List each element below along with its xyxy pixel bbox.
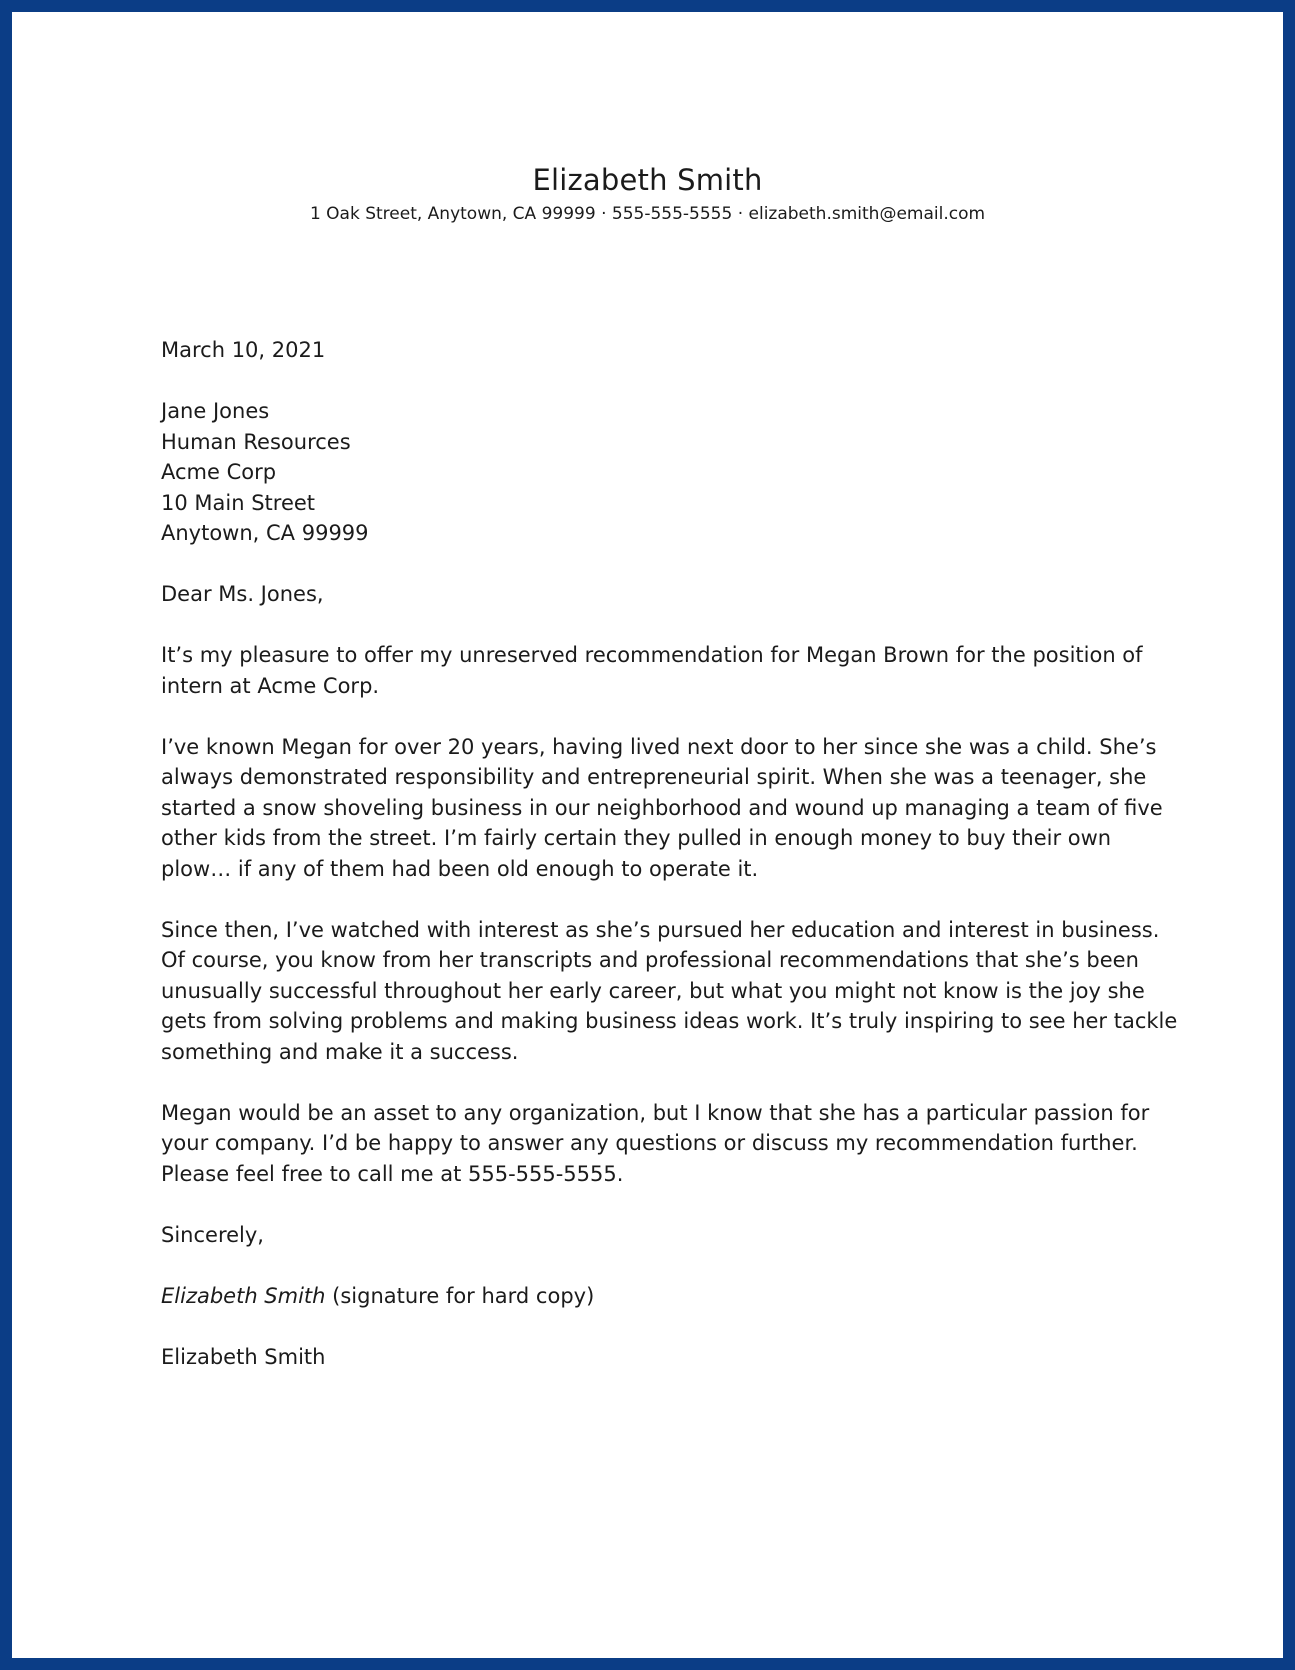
paragraph-line: your company. I’d be happy to answer any questions or discuss my recommendation further. bbox=[161, 1131, 1138, 1155]
paragraph-line: Megan would be an asset to any organization, but I know that she has a particular passion for bbox=[161, 1100, 1150, 1125]
paragraph-line: always demonstrated responsibility and entrepreneurial spirit. When she was a teenager, she bbox=[161, 765, 1147, 789]
letter-body bbox=[161, 335, 1178, 1403]
paragraph-1 bbox=[161, 640, 1161, 701]
paragraph-line: It’s my pleasure to offer my unreserved recommendation for Megan Brown for the position of bbox=[161, 643, 1143, 667]
paragraph-line: gets from solving problems and making business ideas work. It’s truly inspiring to see her tackle bbox=[161, 1009, 1178, 1033]
typed-name: Elizabeth Smith bbox=[161, 1344, 326, 1369]
paragraph-line: other kids from the street. I’m fairly certain they pulled in enough money to buy their own bbox=[161, 826, 1112, 850]
letterhead bbox=[12, 162, 1283, 226]
paragraph-line: something and make it a success. bbox=[161, 1039, 519, 1064]
paragraph-2 bbox=[161, 732, 1161, 885]
recipient-name: Jane Jones bbox=[161, 399, 270, 423]
sender-name: Elizabeth Smith bbox=[532, 163, 763, 197]
sender-contact-line: 1 Oak Street, Anytown, CA 99999 · 555-555-5555 · elizabeth.smith@email.com bbox=[309, 204, 986, 224]
paragraph-line: Of course, you know from her transcripts and professional recommendations that she’s been bbox=[161, 948, 1139, 972]
paragraph-line: plow… if any of them had been old enough to operate it. bbox=[161, 856, 759, 881]
paragraph-line: unusually successful throughout her early career, but what you might not know is the joy she bbox=[161, 978, 1145, 1003]
signature-note: (signature for hard copy) bbox=[325, 1283, 595, 1308]
paragraph-line: Since then, I’ve watched with interest as she’s pursued her education and interest in business. bbox=[161, 917, 1160, 942]
recipient-department: Human Resources bbox=[161, 429, 351, 454]
signature-line bbox=[161, 1281, 1161, 1312]
paragraph-3 bbox=[161, 915, 1178, 1068]
recipient-city-state-zip: Anytown, CA 99999 bbox=[161, 521, 369, 545]
paragraph-4 bbox=[161, 1098, 1161, 1190]
signature-name: Elizabeth Smith bbox=[161, 1283, 326, 1308]
letter-date: March 10, 2021 bbox=[161, 338, 326, 362]
paragraph-line: Please feel free to call me at 555-555-5555. bbox=[161, 1161, 624, 1186]
paragraph-line: I’ve known Megan for over 20 years, having lived next door to her since she was a child. She’s bbox=[161, 734, 1157, 759]
paragraph-line: intern at Acme Corp. bbox=[161, 673, 380, 698]
recipient-company: Acme Corp bbox=[161, 460, 277, 484]
recipient-address bbox=[161, 396, 1161, 549]
recipient-street: 10 Main Street bbox=[161, 490, 316, 515]
paragraph-line: started a snow shoveling business in our neighborhood and wound up managing a team of five bbox=[161, 795, 1163, 820]
closing: Sincerely, bbox=[161, 1222, 264, 1247]
salutation: Dear Ms. Jones, bbox=[161, 582, 324, 606]
